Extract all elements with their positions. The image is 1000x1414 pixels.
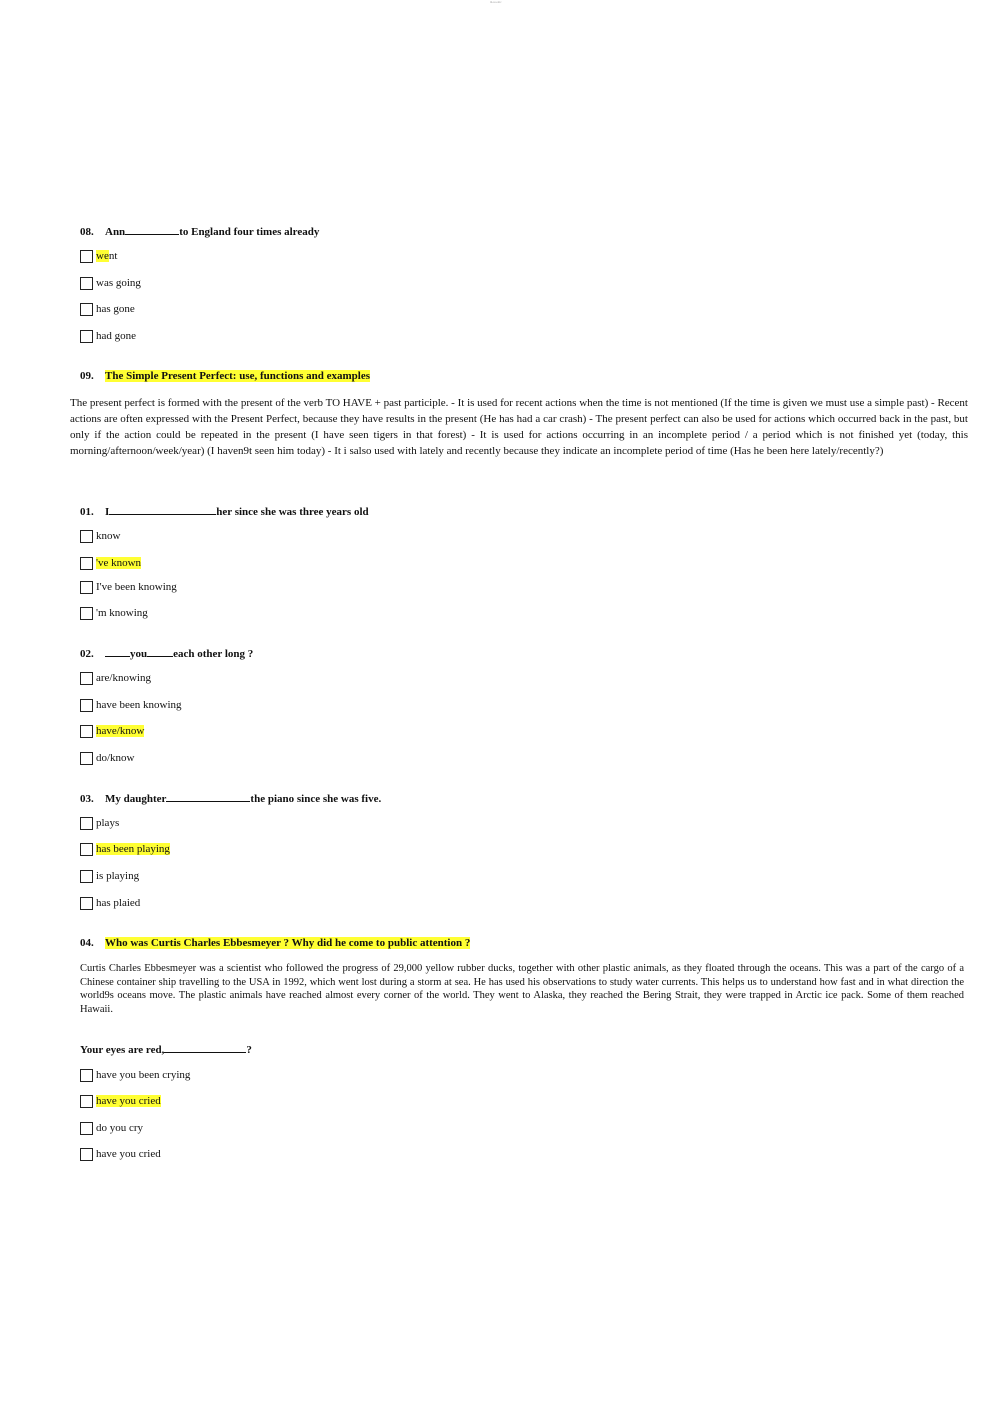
option-label: went: [96, 250, 118, 262]
option-label: was going: [96, 277, 141, 289]
option-label: 've known: [96, 557, 142, 569]
checkbox[interactable]: [80, 277, 93, 290]
question-02-title: [80, 647, 253, 660]
header-mark: m.u.s.abc: [490, 0, 502, 4]
option-label: have/know: [96, 725, 145, 737]
checkbox[interactable]: [80, 530, 93, 543]
question-text-before: I: [105, 506, 110, 518]
question-text-before: Ann: [105, 226, 126, 238]
option-label: has been playing: [96, 843, 170, 855]
question-08-title: [80, 225, 319, 238]
question-09-title: [80, 370, 370, 382]
option-row[interactable]: [80, 841, 170, 857]
question-text-after: ?: [246, 1044, 252, 1056]
present-perfect-paragraph: The present perfect is formed with the present of the verb TO HAVE + past participle. - It is used for recent actions when the time is not mentioned (If the time is given we must use a simple past) - Recent actions are often expressed with the Present Perfect, because they have results in the present (He has had a car crash) - The present perfect can also be used for actions which occurred back in the past, but only if the action could be repeated in the present (I have seen tigers in that forest) - It is used for actions occurring in an incomplete period / a period which is not finished yet (today, this morning/afternoon/week/year) (I haven9t seen him today) - It i salso used with lately and recently because they indicate an incomplete period of time (Has he been here lately/recently?): [70, 397, 968, 457]
answer-blank: [166, 792, 250, 802]
option-label: I've been knowing: [96, 581, 177, 593]
option-row[interactable]: [80, 248, 117, 264]
question-number: 02.: [80, 648, 94, 660]
option-row[interactable]: [80, 301, 135, 317]
question-number: 04.: [80, 937, 94, 949]
option-label: is playing: [96, 870, 140, 882]
question-03-title: [80, 792, 381, 805]
question-04-title: [80, 937, 470, 949]
option-label: are/knowing: [96, 672, 151, 684]
option-label: have you cried: [96, 1148, 161, 1160]
option-row[interactable]: [80, 697, 182, 713]
option-label: 'm knowing: [96, 607, 148, 619]
question-text-after: the piano since she was five.: [250, 793, 382, 805]
checkbox[interactable]: [80, 607, 93, 620]
checkbox[interactable]: [80, 897, 93, 910]
checkbox[interactable]: [80, 672, 93, 685]
ebbesmeyer-paragraph: Curtis Charles Ebbesmeyer was a scientist who followed the progress of 29,000 yellow rubber ducks, together with other plastic animals, as they floated through the oceans. This was a part of the cargo of a Chinese container ship travelling to the USA in 1992, which went lost during a storm at sea. He has used his observations to study water currents. This helps us to understand how fast and in what direction the world9s oceans move. The plastic animals have reached almost every corner of the world. They went to Alaska, they reached the Bering Strait, they were trapped in Arctic ice pack. Some of them reached Hawaii.: [80, 963, 964, 1015]
option-row[interactable]: [80, 1093, 161, 1109]
option-label: has gone: [96, 303, 135, 315]
checkbox[interactable]: [80, 1122, 93, 1135]
section-heading: Who was Curtis Charles Ebbesmeyer ? Why did he come to public attention ?: [105, 937, 471, 949]
section-heading: The Simple Present Perfect: use, functions and examples: [105, 370, 370, 382]
option-row[interactable]: [80, 605, 148, 621]
option-row[interactable]: [80, 868, 139, 884]
option-row[interactable]: [80, 1120, 143, 1136]
checkbox[interactable]: [80, 817, 93, 830]
option-label: had gone: [96, 330, 137, 342]
question-05-title: [80, 1043, 252, 1056]
option-row[interactable]: [80, 723, 144, 739]
option-row[interactable]: [80, 670, 151, 686]
question-number: 01.: [80, 506, 94, 518]
answer-blank: [109, 505, 216, 515]
option-row[interactable]: [80, 579, 177, 595]
checkbox[interactable]: [80, 581, 93, 594]
option-label: know: [96, 530, 121, 542]
checkbox[interactable]: [80, 303, 93, 316]
option-label: have been knowing: [96, 699, 182, 711]
option-label: have you been crying: [96, 1069, 191, 1081]
option-row[interactable]: [80, 815, 119, 831]
question-01-title: [80, 505, 369, 518]
checkbox[interactable]: [80, 843, 93, 856]
checkbox[interactable]: [80, 1069, 93, 1082]
option-row[interactable]: [80, 328, 136, 344]
question-number: 08.: [80, 226, 94, 238]
checkbox[interactable]: [80, 870, 93, 883]
answer-blank: [125, 225, 179, 235]
question-text-after: her since she was three years old: [216, 506, 369, 518]
option-label: have you cried: [96, 1095, 161, 1107]
checkbox[interactable]: [80, 725, 93, 738]
option-row[interactable]: [80, 1067, 190, 1083]
checkbox[interactable]: [80, 557, 93, 570]
option-row[interactable]: [80, 528, 120, 544]
checkbox[interactable]: [80, 699, 93, 712]
option-label: do/know: [96, 752, 135, 764]
option-row[interactable]: [80, 750, 135, 766]
option-row[interactable]: [80, 275, 141, 291]
answer-blank: [147, 647, 173, 657]
question-number: 09.: [80, 370, 94, 382]
checkbox[interactable]: [80, 1148, 93, 1161]
answer-blank: [164, 1043, 246, 1053]
option-row[interactable]: [80, 555, 141, 571]
question-text-part1: you: [130, 648, 148, 660]
option-label: do you cry: [96, 1122, 144, 1134]
question-text-part2: each other long ?: [173, 648, 254, 660]
question-text-before: Your eyes are red,: [80, 1044, 165, 1056]
answer-blank: [105, 647, 130, 657]
option-label: plays: [96, 817, 120, 829]
checkbox[interactable]: [80, 752, 93, 765]
question-text-before: My daughter: [105, 793, 167, 805]
checkbox[interactable]: [80, 330, 93, 343]
question-number: 03.: [80, 793, 94, 805]
option-row[interactable]: [80, 895, 140, 911]
option-row[interactable]: [80, 1146, 161, 1162]
checkbox[interactable]: [80, 1095, 93, 1108]
question-text-after: to England four times already: [179, 226, 320, 238]
option-label: has plaied: [96, 897, 141, 909]
checkbox[interactable]: [80, 250, 93, 263]
